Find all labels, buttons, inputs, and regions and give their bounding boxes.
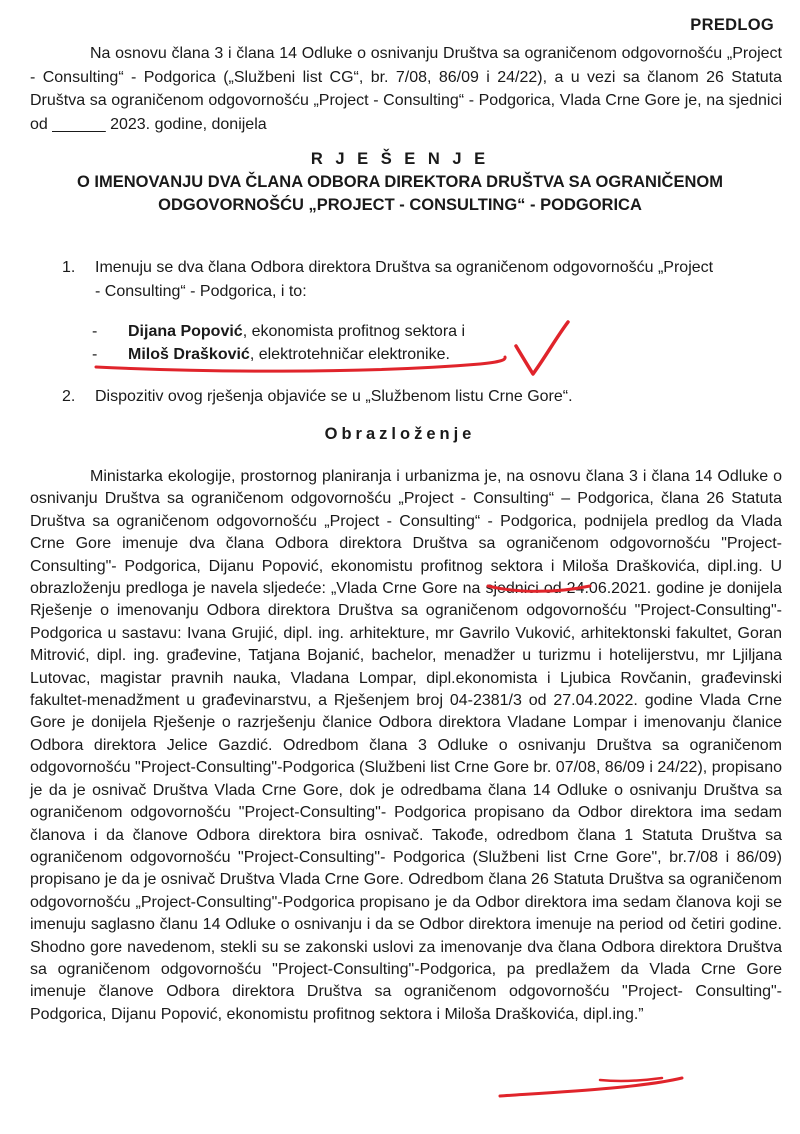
member-name: Miloš Drašković	[128, 346, 250, 363]
title-line-3: ODGOVORNOŠĆU „PROJECT - CONSULTING“ - PODGORICA	[158, 196, 642, 214]
member-name: Dijana Popović	[128, 323, 243, 340]
list-item-number: 1.	[62, 259, 76, 276]
decision-title	[20, 148, 780, 217]
list-dash: -	[92, 346, 98, 363]
underline-mark-bottom-tail	[600, 1078, 662, 1081]
member-row	[92, 320, 465, 343]
member-row	[92, 343, 450, 366]
checkmark-icon	[516, 322, 568, 374]
intro-paragraph	[30, 42, 782, 136]
intro-text: Na osnovu člana 3 i člana 14 Odluke o osnivanju Društva sa ograničenom odgovornošću „Project - Consulting“ - Podgorica („Službeni list CG“, br. 7/08, 86/09 i 24/22), a u vezi sa članom 26 Statuta Društva sa ograničenom odgovornošću „Project - Consulting“ - Podgorica, Vlada Crne Gore je, na sjednici od ______ 2023. godine, donijela	[30, 45, 782, 133]
document-label: PREDLOG	[690, 16, 774, 34]
list-item-2	[62, 385, 722, 409]
explanation-paragraph	[30, 466, 782, 1026]
list-item-text: Dispozitiv ovog rješenja objaviće se u „Službenom listu Crne Gore“.	[95, 388, 573, 405]
title-line-1: R J E Š E N J E	[310, 150, 490, 168]
title-line-2: O IMENOVANJU DVA ČLANA ODBORA DIREKTORA DRUŠTVA SA OGRANIČENOM	[77, 173, 723, 191]
list-dash: -	[92, 323, 98, 340]
underline-mark-bottom	[500, 1078, 682, 1096]
member-role: , elektrotehničar elektronike.	[249, 346, 450, 363]
list-item-1	[62, 256, 722, 303]
list-item-number: 2.	[62, 388, 76, 405]
explanation-text: Ministarka ekologije, prostornog planiranja i urbanizma je, na osnovu člana 3 i člana 14 Odluke o osnivanju Društva sa ograničenom odgovornošću „Project - Consulting“ – Podgorica, člana 26 Statuta Društva sa ograničenom odgovornošću „Project - Consulting“ - Podgorica, podnijela predlog da Vlada Crne Gore imenuje dva člana Odbora direktora Društva sa ograničenom odgovornošću "Project-Consulting"- Podgorica, Dijanu Popović, ekonomistu profitnog sektora i Miloša Draškovića, dipl.ing. U obrazloženju predloga je navela sljedeće: „Vlada Crne Gore na sjednici od 24.06.2021. godine je donijela Rješenje o imenovanju Odbora direktora Društva sa ograničenom odgovornošću "Project-Consulting"- Podgorica u sastavu: Ivana Grujić, dipl. ing. arhitekture, mr Gavrilo Vuković, arhitektonski fakultet, Goran Mitrović, dipl. ing. građevine, Tatjana Bojanić, bachelor, menadžer u turizmu i hotelijerstvu, mr Ljiljana Lutovac, magistar pravnih nauka, Vladana Lompar, dipl.ekonomista i Ljubica Rovčanin, građevinski fakultet-menadžment u građevinarstvu, a Rješenjem broj 04-2381/3 od 27.04.2022. godine Vlada Crne Gore je donijela Rješenje o razrješenju članice Odbora direktora Vladane Lompar i imenovanju članice Odbora direktora Jelice Gazdić. Odredbom člana 3 Odluke o osnivanju Društva sa ograničenom odgovornošću "Project-Consulting"-Podgorica (Službeni list Crne Gore br. 07/08, 86/09 i 24/22), propisano je da je osnivač Društva Vlada Crne Gore, dok je odredbama člana 14 Odluke o osnivanju Društva sa ograničenom odgovornošću "Project-Consulting"- Podgorica propisano da Odbor direktora ima sedam članova i da članove Odbora direktora bira osnivač. Takođe, odredbom člana 1 Statuta Društva sa ograničenom odgovornošću "Project-Consulting"- Podgorica (Službeni list Crne Gore", br.7/08 i 86/09) propisano je da je osnivač Društva Vlada Crne Gore. Odredbom člana 26 Statuta Društva sa ograničenom odgovornošću „Project-Consulting"-Podgorica propisano je da Odbor direktora ima sedam članova koji se imenuju saglasno članu 14 Odluke o osnivanju i da se Odbor direktora imenuje na period od četiri godine. Shodno gore navedenom, stekli su se zakonski uslovi za imenovanje dva člana Odbora direktora Društva sa ograničenom odgovornošću "Project-Consulting"-Podgorica, pa predlažem da Vlada Crne Gore imenuje članove Odbora direktora Društva sa ograničenom odgovornošću "Project- Consulting"- Podgorica, Dijanu Popović, ekonomistu profitnog sektora i Miloša Draškovića, dipl.ing.”	[30, 468, 782, 1023]
member-role: , ekonomista profitnog sektora i	[242, 323, 466, 340]
list-item-text: Imenuju se dva člana Odbora direktora Društva sa ograničenom odgovornošću „Project - Consulting“ - Podgorica, i to:	[95, 259, 714, 300]
explanation-heading: Obrazloženje	[324, 425, 476, 443]
